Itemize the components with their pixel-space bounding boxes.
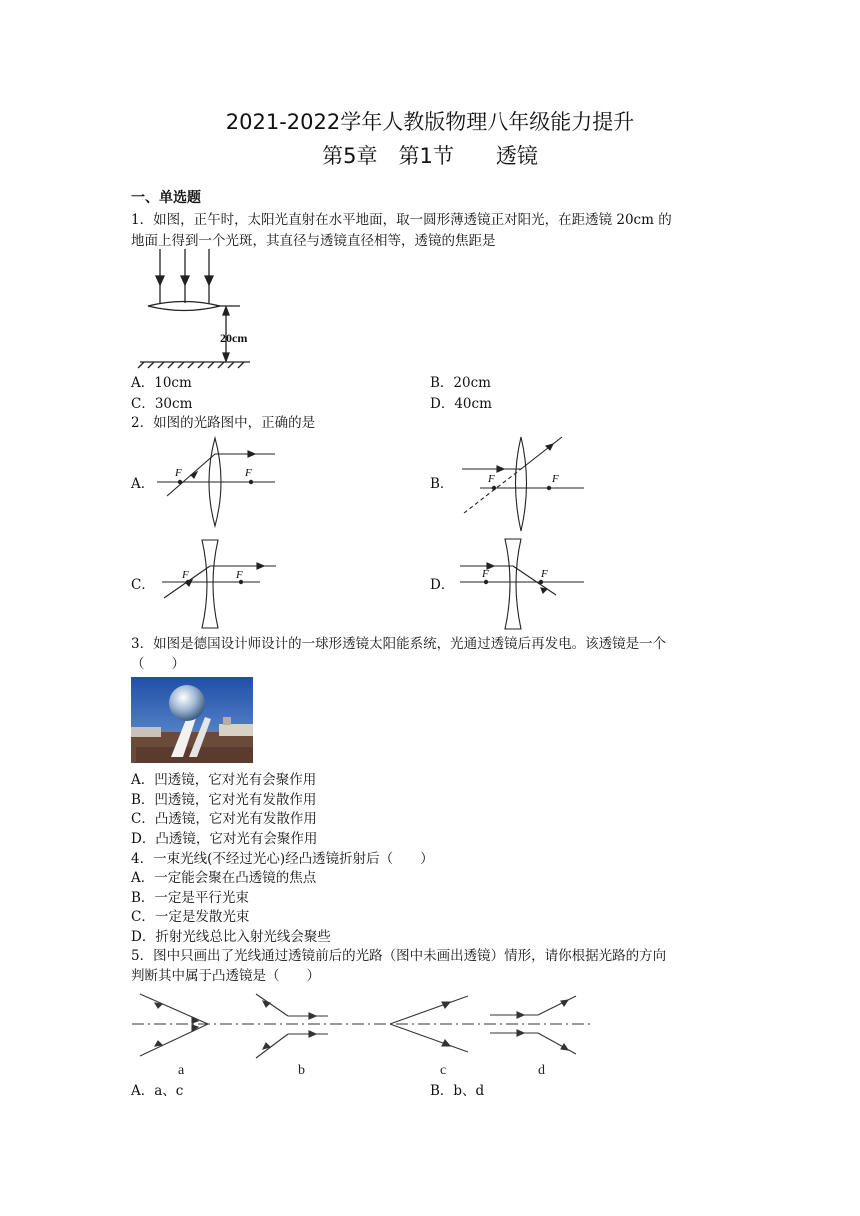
q2-stem: 2．如图的光路图中，正确的是 xyxy=(131,415,316,431)
q1-stem-line1: 1．如图，正午时，太阳光直射在水平地面，取一圆形薄透镜正对阳光，在距透镜 20cm 的 xyxy=(131,212,672,228)
focus-label: F xyxy=(175,467,182,479)
q3-option-a[interactable]: A．凹透镜，它对光有会聚作用 xyxy=(131,772,317,788)
q5-option-a[interactable]: A．a、c xyxy=(131,1083,184,1099)
q1-option-a[interactable]: A．10cm xyxy=(131,375,192,391)
q4-option-d[interactable]: D．折射光线总比入射光线会聚些 xyxy=(131,929,331,945)
q3-option-c[interactable]: C．凸透镜，它对光有发散作用 xyxy=(131,811,317,827)
focus-label: F xyxy=(182,569,189,581)
q5-option-b[interactable]: B．b、d xyxy=(430,1083,485,1099)
focus-label: F xyxy=(236,569,243,581)
q3-option-b[interactable]: B．凹透镜，它对光有发散作用 xyxy=(131,792,317,808)
focus-label: F xyxy=(541,568,548,580)
q4-option-c[interactable]: C．一定是发散光束 xyxy=(131,909,250,925)
q3-option-d[interactable]: D．凸透镜，它对光有会聚作用 xyxy=(131,831,318,847)
focus-label: F xyxy=(552,473,559,485)
q5-label-c: c xyxy=(440,1063,447,1078)
q1-figure-label: 20cm xyxy=(220,331,248,345)
focus-label: F xyxy=(482,568,489,580)
chapter-subtitle: 第5章 第1节 透镜 xyxy=(322,144,538,168)
q1-stem-line2: 地面上得到一个光斑，其直径与透镜直径相等，透镜的焦距是 xyxy=(131,233,496,249)
q4-option-b[interactable]: B．一定是平行光束 xyxy=(131,890,249,906)
q5-label-a: a xyxy=(178,1063,185,1078)
q2-diagram-b xyxy=(460,435,590,535)
q5-stem-line2: 判断其中属于凸透镜是（ ） xyxy=(131,968,320,984)
q5-label-d: d xyxy=(538,1063,545,1078)
q1-option-c[interactable]: C．30cm xyxy=(131,396,193,412)
section-heading: 一、单选题 xyxy=(131,190,201,206)
q2-option-c-label[interactable]: C． xyxy=(131,577,155,593)
q5-stem-line1: 5．图中只画出了光线通过透镜前后的光路（图中未画出透镜）情形，请你根据光路的方向 xyxy=(131,948,667,964)
focus-label: F xyxy=(488,473,495,485)
q3-stem-line1: 3．如图是德国设计师设计的一球形透镜太阳能系统，光通过透镜后再发电。该透镜是一个 xyxy=(131,636,667,652)
q4-stem: 4．一束光线(不经过光心)经凸透镜折射后（ ） xyxy=(131,851,434,867)
q2-option-b-label[interactable]: B． xyxy=(430,476,454,492)
q2-diagram-c xyxy=(160,538,280,632)
q5-label-b: b xyxy=(298,1063,305,1078)
q3-stem-line2: （ ） xyxy=(131,656,185,672)
q4-option-a[interactable]: A．一定能会聚在凸透镜的焦点 xyxy=(131,870,317,886)
q5-light-path-figure xyxy=(128,988,596,1080)
q2-diagram-d xyxy=(458,537,588,632)
page-title: 2021-2022学年人教版物理八年级能力提升 xyxy=(225,110,635,134)
focus-label: F xyxy=(245,467,252,479)
q1-lens-figure xyxy=(128,245,258,370)
q2-option-a-label[interactable]: A． xyxy=(131,476,155,492)
q1-option-b[interactable]: B．20cm xyxy=(430,375,491,391)
q3-solar-lens-photo xyxy=(131,677,253,763)
q1-option-d[interactable]: D．40cm xyxy=(430,396,492,412)
q2-diagram-a xyxy=(155,436,280,531)
q2-option-d-label[interactable]: D． xyxy=(430,577,455,593)
